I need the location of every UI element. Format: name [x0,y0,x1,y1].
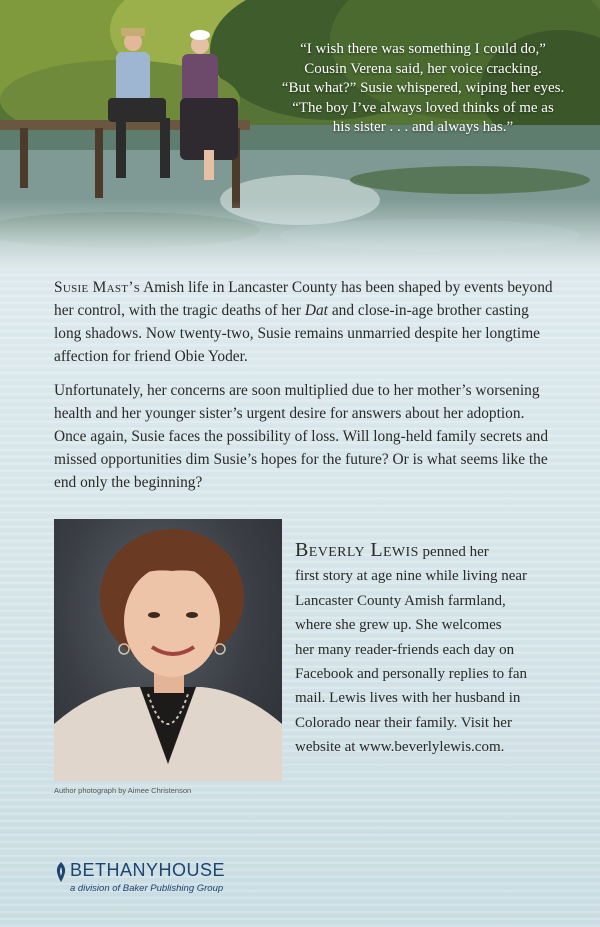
bio-line: Lancaster County Amish farmland, [295,592,506,609]
author-portrait-illustration [54,519,282,781]
italic-term: Dat [304,302,328,319]
bio-line: Facebook and personally replies to fan [295,666,528,683]
bio-line: first story at age nine while living near [295,568,528,585]
description-paragraph-2: Unfortunately, her concerns are soon multiplied due to her mother’s worsening health and her younger sister’s urgent desire for answers about her adoption. Once again, Susie faces the possibility of loss. Will long-held family secrets and missed opportunities dim Susie’s hopes for the future? Or is what seems like the end only the beginning? [54,382,549,491]
publisher-name: BETHANYHOUSE [70,860,226,880]
quote-line: “But what?” Susie whispered, wiping her eyes. [281,80,565,96]
author-photo [54,519,282,781]
bio-first-line [295,538,575,564]
photo-credit: Author photograph by Aimee Christenson [54,786,192,795]
author-name: Beverly Lewis [295,539,419,561]
description-text: and close-in-age brother casting long shadows. Now twenty-two, Susie remains unmarried despite her longtime affection for friend Obie Yoder. [54,302,540,365]
publisher-logo [54,860,274,900]
bethany-house-lamp-icon [54,861,68,883]
bio-line: Colorado near their family. Visit her [295,714,512,731]
bio-line: mail. Lewis lives with her husband in [295,690,521,707]
description-paragraph-1 [54,276,554,368]
bio-line: where she grew up. She welcomes [295,617,502,634]
pull-quote [258,40,588,138]
bio-line: her many reader-friends each day on [295,641,515,658]
author-bio [295,538,575,760]
book-description [54,276,554,505]
quote-line: “I wish there was something I could do,” [300,41,546,57]
quote-line: Cousin Verena said, her voice cracking. [304,60,542,77]
quote-line: his sister . . . and always has.” [332,119,514,135]
description-text: Amish life in Lancaster County has been shaped by events beyond her control, with the tragic deaths of her [54,279,553,319]
hero-fade-overlay [0,200,600,270]
bio-text: penned her [418,544,489,560]
character-name-lead: Susie Mast’s [54,279,141,296]
quote-line: “The boy I’ve always loved thinks of me as [292,99,554,116]
bio-line: website at www.beverlylewis.com. [295,739,505,756]
publisher-subtitle: a division of Baker Publishing Group [70,883,224,894]
